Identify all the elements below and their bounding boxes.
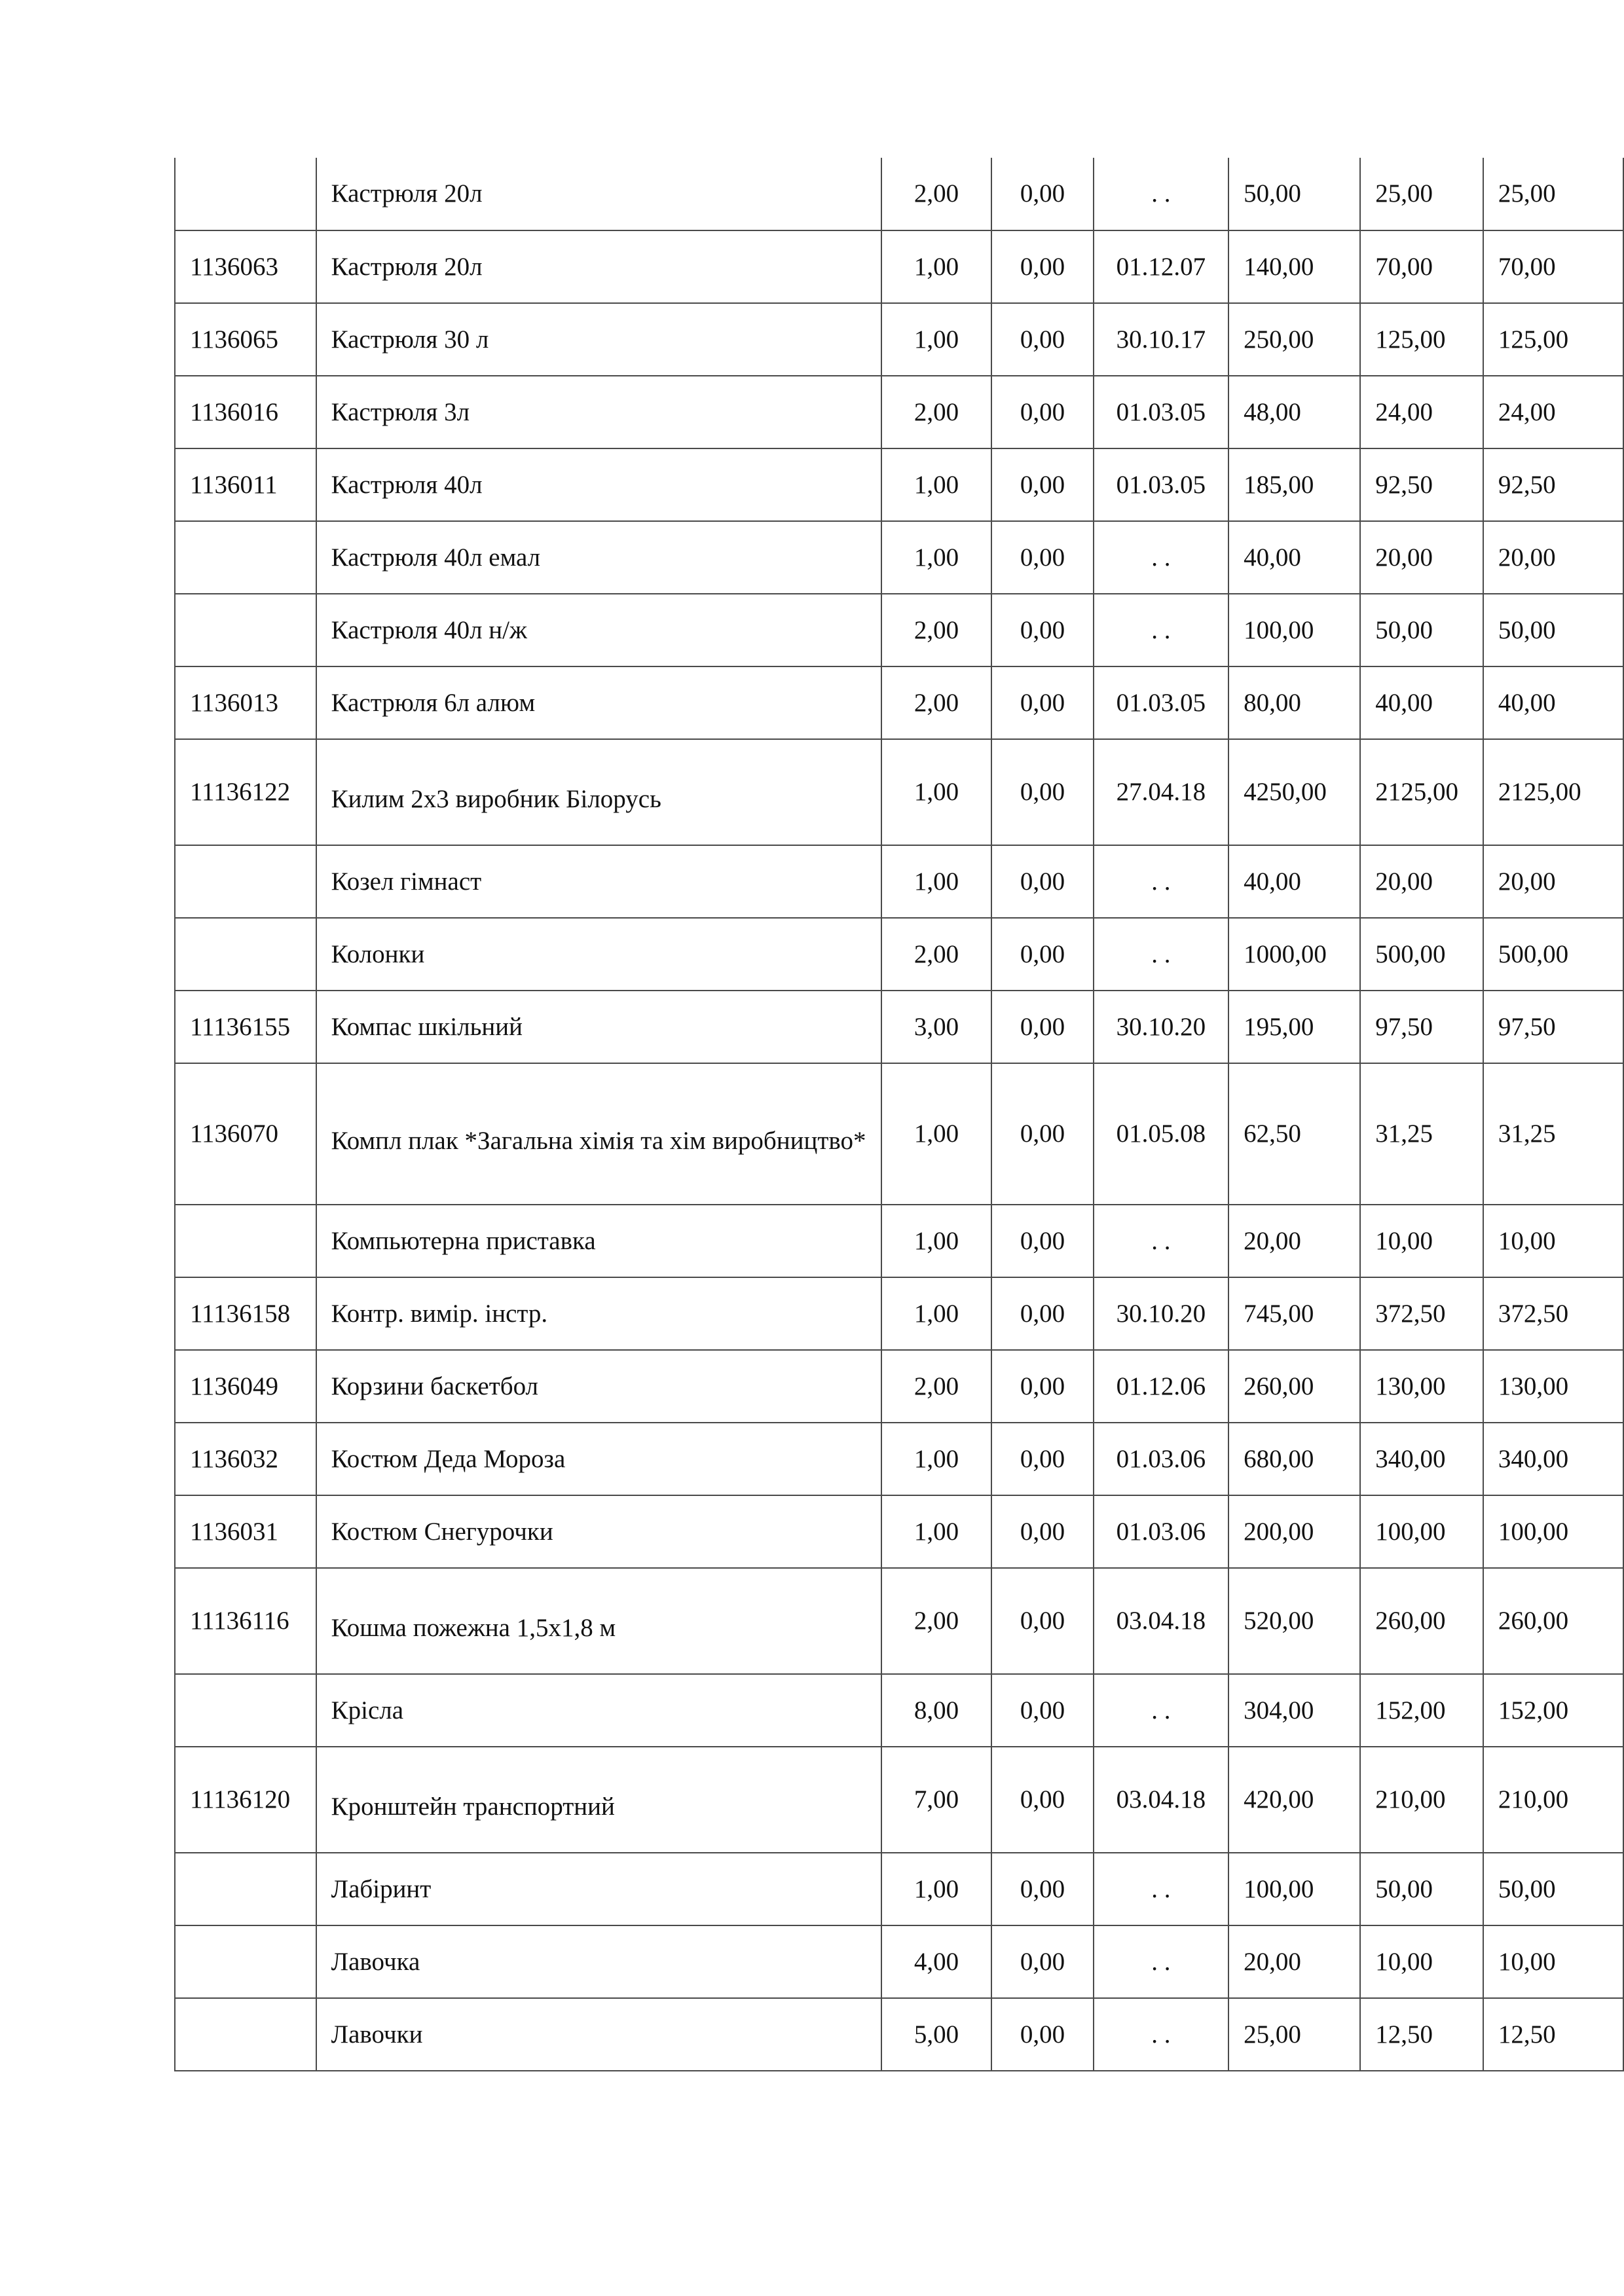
cell-amount: 520,00 [1228, 1568, 1360, 1674]
cell-half-value-1: 130,00 [1360, 1350, 1483, 1423]
cell-half-value-1: 210,00 [1360, 1747, 1483, 1853]
cell-amount: 745,00 [1228, 1277, 1360, 1350]
cell-wear: 0,00 [991, 845, 1093, 918]
cell-inventory-code: 1136011 [175, 448, 316, 521]
cell-amount: 1000,00 [1228, 918, 1360, 991]
cell-item-name: Костюм Снегурочки [316, 1495, 881, 1568]
cell-half-value-2: 31,25 [1483, 1063, 1623, 1205]
cell-wear: 0,00 [991, 1674, 1093, 1747]
cell-half-value-1: 260,00 [1360, 1568, 1483, 1674]
cell-item-name: Кастрюля 20л [316, 158, 881, 230]
cell-half-value-1: 70,00 [1360, 230, 1483, 303]
cell-half-value-2: 70,00 [1483, 230, 1623, 303]
cell-quantity: 1,00 [881, 230, 992, 303]
table-row [175, 666, 1623, 739]
cell-quantity: 1,00 [881, 448, 992, 521]
cell-half-value-1: 50,00 [1360, 1853, 1483, 1925]
cell-inventory-code: 1136013 [175, 666, 316, 739]
cell-half-value-1: 25,00 [1360, 158, 1483, 230]
cell-wear: 0,00 [991, 158, 1093, 230]
cell-date: . . [1094, 1998, 1228, 2071]
cell-amount: 50,00 [1228, 158, 1360, 230]
cell-quantity: 2,00 [881, 594, 992, 666]
cell-item-name: Козел гімнаст [316, 845, 881, 918]
cell-inventory-code [175, 1998, 316, 2071]
cell-quantity: 8,00 [881, 1674, 992, 1747]
cell-half-value-2: 125,00 [1483, 303, 1623, 376]
cell-half-value-2: 92,50 [1483, 448, 1623, 521]
cell-half-value-2: 50,00 [1483, 1853, 1623, 1925]
cell-item-name: Компас шкільний [316, 991, 881, 1063]
cell-wear: 0,00 [991, 1853, 1093, 1925]
cell-item-name: Крісла [316, 1674, 881, 1747]
cell-quantity: 2,00 [881, 376, 992, 448]
cell-item-name: Кастрюля 40л [316, 448, 881, 521]
cell-half-value-1: 100,00 [1360, 1495, 1483, 1568]
table-row [175, 158, 1623, 230]
cell-quantity: 1,00 [881, 303, 992, 376]
table-row [175, 918, 1623, 991]
cell-wear: 0,00 [991, 1747, 1093, 1853]
cell-wear: 0,00 [991, 918, 1093, 991]
cell-half-value-2: 20,00 [1483, 521, 1623, 594]
cell-item-name: Компл плак *Загальна хімія та хім виробництво* [316, 1063, 881, 1205]
cell-wear: 0,00 [991, 991, 1093, 1063]
cell-half-value-1: 125,00 [1360, 303, 1483, 376]
cell-inventory-code [175, 594, 316, 666]
cell-half-value-2: 130,00 [1483, 1350, 1623, 1423]
cell-inventory-code: 1136031 [175, 1495, 316, 1568]
cell-half-value-2: 24,00 [1483, 376, 1623, 448]
cell-date: . . [1094, 1853, 1228, 1925]
cell-date: . . [1094, 1674, 1228, 1747]
cell-half-value-2: 25,00 [1483, 158, 1623, 230]
cell-quantity: 1,00 [881, 1205, 992, 1277]
cell-date: 01.12.07 [1094, 230, 1228, 303]
cell-quantity: 2,00 [881, 1350, 992, 1423]
cell-date: 27.04.18 [1094, 739, 1228, 845]
cell-half-value-2: 260,00 [1483, 1568, 1623, 1674]
cell-half-value-1: 10,00 [1360, 1205, 1483, 1277]
cell-date: 03.04.18 [1094, 1747, 1228, 1853]
cell-half-value-1: 31,25 [1360, 1063, 1483, 1205]
table-row [175, 1853, 1623, 1925]
cell-date: . . [1094, 918, 1228, 991]
cell-inventory-code [175, 521, 316, 594]
cell-half-value-2: 10,00 [1483, 1205, 1623, 1277]
cell-wear: 0,00 [991, 739, 1093, 845]
cell-inventory-code: 11136158 [175, 1277, 316, 1350]
cell-quantity: 1,00 [881, 845, 992, 918]
cell-quantity: 1,00 [881, 521, 992, 594]
cell-quantity: 2,00 [881, 666, 992, 739]
cell-date: 01.03.05 [1094, 448, 1228, 521]
cell-half-value-1: 152,00 [1360, 1674, 1483, 1747]
cell-inventory-code [175, 1674, 316, 1747]
cell-half-value-2: 50,00 [1483, 594, 1623, 666]
cell-item-name: Колонки [316, 918, 881, 991]
cell-item-name: Компьютерна приставка [316, 1205, 881, 1277]
cell-quantity: 2,00 [881, 918, 992, 991]
cell-date: . . [1094, 1205, 1228, 1277]
cell-wear: 0,00 [991, 1277, 1093, 1350]
cell-amount: 62,50 [1228, 1063, 1360, 1205]
cell-item-name: Контр. вимір. інстр. [316, 1277, 881, 1350]
cell-amount: 40,00 [1228, 521, 1360, 594]
cell-item-name: Лавочка [316, 1925, 881, 1998]
cell-quantity: 2,00 [881, 1568, 992, 1674]
table-row [175, 1674, 1623, 1747]
cell-date: 01.03.06 [1094, 1423, 1228, 1495]
cell-half-value-1: 2125,00 [1360, 739, 1483, 845]
table-row [175, 1423, 1623, 1495]
cell-half-value-2: 40,00 [1483, 666, 1623, 739]
table-row [175, 1747, 1623, 1853]
table-row [175, 1495, 1623, 1568]
cell-wear: 0,00 [991, 594, 1093, 666]
cell-amount: 4250,00 [1228, 739, 1360, 845]
cell-half-value-1: 97,50 [1360, 991, 1483, 1063]
cell-item-name: Кастрюля 20л [316, 230, 881, 303]
table-row [175, 521, 1623, 594]
cell-half-value-2: 210,00 [1483, 1747, 1623, 1853]
cell-wear: 0,00 [991, 303, 1093, 376]
cell-amount: 100,00 [1228, 1853, 1360, 1925]
cell-half-value-1: 12,50 [1360, 1998, 1483, 2071]
cell-date: 01.03.05 [1094, 666, 1228, 739]
cell-half-value-1: 340,00 [1360, 1423, 1483, 1495]
cell-wear: 0,00 [991, 521, 1093, 594]
cell-wear: 0,00 [991, 1568, 1093, 1674]
cell-date: 03.04.18 [1094, 1568, 1228, 1674]
cell-wear: 0,00 [991, 1205, 1093, 1277]
cell-inventory-code [175, 918, 316, 991]
table-row [175, 1063, 1623, 1205]
cell-date: . . [1094, 594, 1228, 666]
table-row [175, 1277, 1623, 1350]
cell-half-value-2: 10,00 [1483, 1925, 1623, 1998]
cell-amount: 20,00 [1228, 1925, 1360, 1998]
table-row [175, 230, 1623, 303]
table-row [175, 1568, 1623, 1674]
cell-quantity: 1,00 [881, 1853, 992, 1925]
cell-half-value-1: 10,00 [1360, 1925, 1483, 1998]
cell-date: . . [1094, 521, 1228, 594]
cell-date: 30.10.20 [1094, 1277, 1228, 1350]
table-row [175, 1925, 1623, 1998]
cell-item-name: Лавочки [316, 1998, 881, 2071]
cell-amount: 20,00 [1228, 1205, 1360, 1277]
table-row [175, 1998, 1623, 2071]
table-row [175, 1350, 1623, 1423]
cell-date: 01.05.08 [1094, 1063, 1228, 1205]
cell-wear: 0,00 [991, 1423, 1093, 1495]
cell-half-value-1: 500,00 [1360, 918, 1483, 991]
cell-inventory-code [175, 1925, 316, 1998]
cell-amount: 200,00 [1228, 1495, 1360, 1568]
cell-wear: 0,00 [991, 448, 1093, 521]
cell-amount: 250,00 [1228, 303, 1360, 376]
cell-item-name: Костюм Деда Мороза [316, 1423, 881, 1495]
cell-inventory-code: 1136016 [175, 376, 316, 448]
cell-inventory-code: 1136063 [175, 230, 316, 303]
cell-date: . . [1094, 158, 1228, 230]
cell-quantity: 1,00 [881, 1423, 992, 1495]
cell-date: . . [1094, 845, 1228, 918]
cell-quantity: 7,00 [881, 1747, 992, 1853]
cell-amount: 304,00 [1228, 1674, 1360, 1747]
cell-half-value-1: 20,00 [1360, 521, 1483, 594]
cell-amount: 185,00 [1228, 448, 1360, 521]
cell-quantity: 1,00 [881, 1495, 992, 1568]
cell-quantity: 3,00 [881, 991, 992, 1063]
cell-item-name: Кастрюля 6л алюм [316, 666, 881, 739]
cell-item-name: Кронштейн транспортний [316, 1747, 881, 1853]
cell-amount: 80,00 [1228, 666, 1360, 739]
inventory-table-body [175, 158, 1623, 2071]
cell-amount: 195,00 [1228, 991, 1360, 1063]
cell-quantity: 1,00 [881, 1063, 992, 1205]
cell-half-value-2: 97,50 [1483, 991, 1623, 1063]
cell-inventory-code [175, 1205, 316, 1277]
cell-inventory-code: 11136116 [175, 1568, 316, 1674]
cell-inventory-code: 1136065 [175, 303, 316, 376]
cell-item-name: Кастрюля 30 л [316, 303, 881, 376]
cell-inventory-code [175, 845, 316, 918]
cell-amount: 40,00 [1228, 845, 1360, 918]
cell-wear: 0,00 [991, 376, 1093, 448]
cell-amount: 100,00 [1228, 594, 1360, 666]
cell-amount: 25,00 [1228, 1998, 1360, 2071]
cell-inventory-code: 1136032 [175, 1423, 316, 1495]
cell-quantity: 1,00 [881, 1277, 992, 1350]
cell-date: . . [1094, 1925, 1228, 1998]
cell-quantity: 2,00 [881, 158, 992, 230]
cell-item-name: Килим 2х3 виробник Білорусь [316, 739, 881, 845]
cell-amount: 260,00 [1228, 1350, 1360, 1423]
table-row [175, 739, 1623, 845]
cell-half-value-2: 2125,00 [1483, 739, 1623, 845]
cell-inventory-code [175, 1853, 316, 1925]
cell-half-value-2: 152,00 [1483, 1674, 1623, 1747]
cell-wear: 0,00 [991, 1063, 1093, 1205]
cell-amount: 48,00 [1228, 376, 1360, 448]
cell-half-value-2: 372,50 [1483, 1277, 1623, 1350]
cell-item-name: Кастрюля 3л [316, 376, 881, 448]
cell-inventory-code [175, 158, 316, 230]
cell-half-value-2: 340,00 [1483, 1423, 1623, 1495]
cell-date: 01.12.06 [1094, 1350, 1228, 1423]
cell-half-value-1: 92,50 [1360, 448, 1483, 521]
cell-wear: 0,00 [991, 1495, 1093, 1568]
cell-wear: 0,00 [991, 1925, 1093, 1998]
cell-date: 01.03.05 [1094, 376, 1228, 448]
cell-half-value-2: 100,00 [1483, 1495, 1623, 1568]
table-row [175, 303, 1623, 376]
table-row [175, 1205, 1623, 1277]
cell-wear: 0,00 [991, 230, 1093, 303]
cell-half-value-2: 500,00 [1483, 918, 1623, 991]
cell-inventory-code: 1136049 [175, 1350, 316, 1423]
cell-inventory-code: 11136120 [175, 1747, 316, 1853]
table-row [175, 991, 1623, 1063]
cell-amount: 140,00 [1228, 230, 1360, 303]
cell-half-value-1: 372,50 [1360, 1277, 1483, 1350]
cell-quantity: 1,00 [881, 739, 992, 845]
cell-date: 30.10.20 [1094, 991, 1228, 1063]
cell-date: 01.03.06 [1094, 1495, 1228, 1568]
cell-item-name: Кошма пожежна 1,5х1,8 м [316, 1568, 881, 1674]
cell-inventory-code: 11136155 [175, 991, 316, 1063]
cell-quantity: 4,00 [881, 1925, 992, 1998]
cell-amount: 420,00 [1228, 1747, 1360, 1853]
cell-half-value-2: 20,00 [1483, 845, 1623, 918]
inventory-table [174, 158, 1624, 2071]
cell-half-value-1: 24,00 [1360, 376, 1483, 448]
cell-quantity: 5,00 [881, 1998, 992, 2071]
table-row [175, 594, 1623, 666]
cell-item-name: Лабіринт [316, 1853, 881, 1925]
cell-date: 30.10.17 [1094, 303, 1228, 376]
cell-half-value-1: 20,00 [1360, 845, 1483, 918]
cell-item-name: Кастрюля 40л емал [316, 521, 881, 594]
table-row [175, 845, 1623, 918]
table-row [175, 448, 1623, 521]
cell-wear: 0,00 [991, 1350, 1093, 1423]
cell-wear: 0,00 [991, 666, 1093, 739]
cell-half-value-1: 40,00 [1360, 666, 1483, 739]
cell-item-name: Кастрюля 40л н/ж [316, 594, 881, 666]
cell-amount: 680,00 [1228, 1423, 1360, 1495]
cell-wear: 0,00 [991, 1998, 1093, 2071]
cell-item-name: Корзини баскетбол [316, 1350, 881, 1423]
cell-inventory-code: 11136122 [175, 739, 316, 845]
cell-inventory-code: 1136070 [175, 1063, 316, 1205]
table-row [175, 376, 1623, 448]
cell-half-value-1: 50,00 [1360, 594, 1483, 666]
cell-half-value-2: 12,50 [1483, 1998, 1623, 2071]
